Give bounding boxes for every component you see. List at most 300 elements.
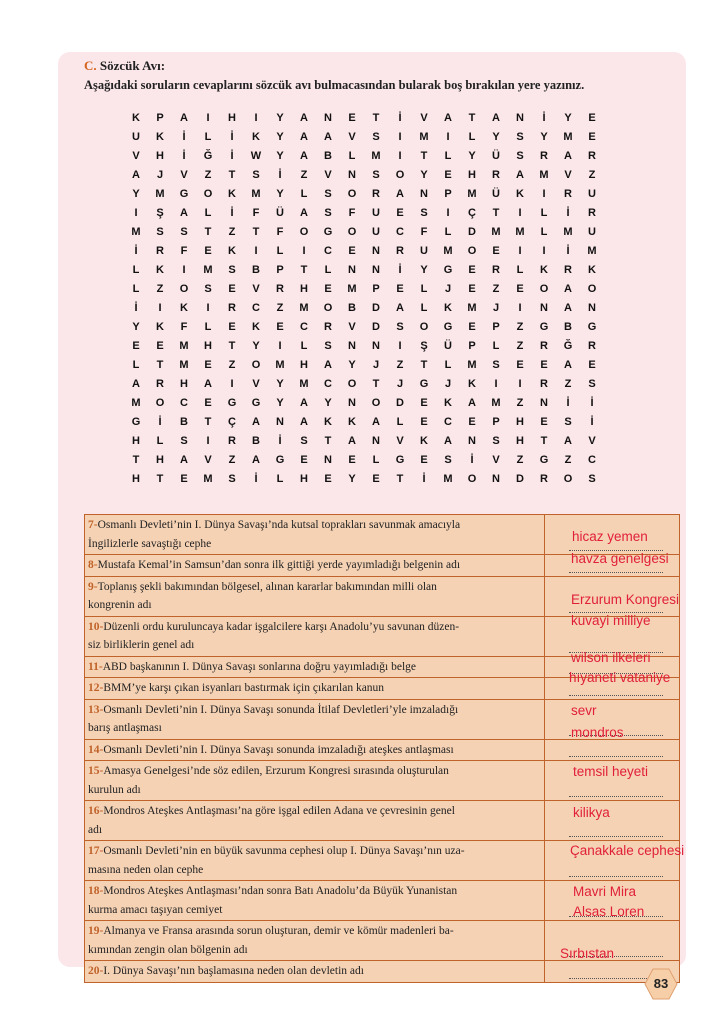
grid-letter: H: [204, 340, 212, 353]
grid-letter: L: [516, 263, 524, 276]
grid-letter: B: [252, 263, 260, 276]
handwritten-answer: mondros: [571, 725, 624, 740]
grid-letter: M: [515, 225, 525, 238]
grid-row: [124, 260, 604, 279]
grid-letter: A: [180, 206, 188, 219]
grid-letter: O: [467, 244, 477, 257]
grid-letter: V: [204, 454, 212, 467]
grid-letter: M: [179, 340, 189, 353]
question-number: 17-: [88, 845, 104, 857]
grid-letter: A: [396, 301, 404, 314]
grid-letter: S: [588, 473, 596, 486]
grid-letter: R: [540, 149, 548, 162]
grid-letter: A: [324, 359, 332, 372]
question-number: 18-: [88, 885, 104, 897]
grid-letter: D: [372, 301, 380, 314]
grid-letter: E: [468, 282, 476, 295]
grid-letter: E: [180, 473, 188, 486]
grid-letter: A: [564, 301, 572, 314]
question-text: [85, 921, 545, 960]
grid-letter: S: [564, 416, 572, 429]
question-number: 9-: [88, 580, 98, 593]
question-text: [85, 881, 545, 920]
grid-letter: L: [204, 206, 212, 219]
section-title: [84, 58, 165, 74]
grid-letter: E: [276, 321, 284, 334]
grid-letter: A: [564, 149, 572, 162]
grid-letter: G: [227, 397, 237, 410]
page-number-badge: [644, 968, 678, 1000]
question-line: Osmanlı Devleti’nin I. Dünya Savaşı sonunda imzaladığı ateşkes antlaşması: [103, 743, 454, 756]
grid-letter: E: [468, 263, 476, 276]
section-letter: C.: [84, 58, 97, 73]
grid-letter: B: [324, 149, 332, 162]
page-number: 83: [653, 976, 669, 991]
grid-letter: İ: [470, 454, 474, 467]
grid-letter: İ: [182, 130, 186, 143]
question-line: BMM’ye karşı çıkan isyanları bastırmak için çıkarılan kanun: [103, 682, 385, 694]
grid-letter: O: [539, 282, 549, 295]
grid-letter: T: [228, 340, 236, 353]
grid-letter: L: [156, 435, 164, 448]
grid-letter: S: [492, 435, 500, 448]
grid-letter: L: [372, 454, 380, 467]
grid-letter: K: [156, 130, 164, 143]
grid-letter: I: [446, 130, 450, 143]
question-number: 11-: [88, 660, 103, 673]
grid-letter: O: [371, 397, 381, 410]
grid-letter: Y: [276, 378, 284, 391]
grid-letter: T: [156, 359, 164, 372]
grid-letter: N: [348, 397, 356, 410]
grid-letter: E: [420, 397, 428, 410]
grid-letter: I: [158, 301, 162, 314]
grid-letter: R: [228, 435, 236, 448]
grid-letter: I: [398, 149, 402, 162]
grid-letter: I: [542, 187, 546, 200]
grid-letter: A: [180, 454, 188, 467]
grid-letter: T: [492, 206, 500, 219]
grid-letter: A: [444, 111, 452, 124]
dotted-answer-line: [569, 876, 663, 877]
grid-letter: O: [467, 473, 477, 486]
grid-letter: J: [372, 359, 380, 372]
grid-letter: T: [324, 435, 332, 448]
grid-letter: R: [492, 168, 500, 181]
question-line: Osmanlı Devleti’nin en büyük savunma cephesi olup I. Dünya Savaşı’nın uza-: [103, 845, 465, 857]
grid-letter: O: [347, 187, 357, 200]
grid-letter: Y: [420, 168, 428, 181]
answer-cell: [545, 801, 679, 840]
grid-letter: F: [276, 225, 284, 238]
question-line: masına neden olan cephe: [88, 863, 204, 876]
grid-letter: Y: [132, 187, 140, 200]
grid-letter: Y: [492, 130, 500, 143]
grid-letter: E: [348, 244, 356, 257]
grid-letter: E: [324, 473, 332, 486]
grid-letter: E: [204, 397, 212, 410]
grid-letter: A: [492, 111, 500, 124]
grid-letter: E: [588, 111, 596, 124]
grid-letter: V: [252, 378, 260, 391]
grid-letter: N: [372, 340, 380, 353]
grid-letter: R: [564, 263, 572, 276]
question-text: [85, 577, 545, 616]
grid-letter: H: [156, 454, 164, 467]
question-text: [85, 740, 545, 761]
grid-letter: M: [491, 225, 501, 238]
grid-letter: C: [324, 244, 332, 257]
grid-letter: J: [492, 301, 500, 314]
grid-letter: N: [276, 416, 284, 429]
grid-letter: Z: [492, 282, 500, 295]
grid-letter: N: [324, 111, 332, 124]
grid-letter: H: [300, 359, 308, 372]
grid-letter: R: [156, 378, 164, 391]
handwritten-answer: wilson ilkeleri: [571, 650, 651, 665]
grid-letter: M: [419, 130, 429, 143]
question-text: [85, 700, 545, 739]
grid-letter: E: [132, 340, 140, 353]
grid-letter: H: [468, 168, 476, 181]
grid-letter: H: [516, 435, 524, 448]
grid-letter: N: [540, 397, 548, 410]
grid-letter: T: [132, 454, 140, 467]
grid-letter: D: [516, 473, 524, 486]
question-number: 15-: [88, 765, 104, 777]
grid-row: [124, 298, 604, 317]
grid-letter: A: [300, 416, 308, 429]
section-title-text: Sözcük Avı:: [99, 58, 166, 73]
grid-letter: L: [492, 340, 500, 353]
grid-letter: I: [302, 244, 306, 257]
grid-letter: P: [372, 282, 380, 295]
grid-letter: Ç: [468, 206, 476, 219]
grid-row: [124, 165, 604, 184]
grid-letter: O: [347, 225, 357, 238]
grid-letter: Y: [348, 359, 356, 372]
grid-letter: G: [275, 454, 285, 467]
grid-letter: V: [252, 282, 260, 295]
grid-letter: I: [398, 340, 402, 353]
grid-letter: L: [444, 149, 452, 162]
grid-letter: D: [468, 225, 476, 238]
grid-letter: A: [396, 187, 404, 200]
question-line: Mondros Ateşkes Antlaşması’ndan sonra Batı Anadolu’da Büyük Yunanistan: [103, 885, 458, 897]
grid-letter: K: [156, 321, 164, 334]
grid-letter: Ş: [156, 206, 164, 219]
grid-letter: E: [396, 282, 404, 295]
grid-letter: T: [372, 378, 380, 391]
grid-letter: S: [228, 473, 236, 486]
grid-letter: K: [444, 301, 452, 314]
grid-letter: B: [348, 301, 356, 314]
grid-letter: T: [300, 263, 308, 276]
grid-letter: Z: [516, 397, 524, 410]
grid-letter: M: [203, 263, 213, 276]
grid-letter: B: [180, 416, 188, 429]
grid-letter: M: [491, 397, 501, 410]
question-line: kımından zengin olan bölgenin adı: [88, 943, 248, 956]
grid-letter: E: [444, 168, 452, 181]
grid-letter: L: [324, 263, 332, 276]
question-number: 12-: [88, 682, 104, 694]
grid-letter: A: [372, 416, 380, 429]
grid-letter: A: [300, 206, 308, 219]
grid-letter: H: [300, 473, 308, 486]
grid-letter: M: [539, 168, 549, 181]
grid-letter: T: [420, 359, 428, 372]
grid-letter: A: [444, 435, 452, 448]
question-line: Düzenli ordu kuruluncaya kadar işgalcilere karşı Anadolu’yu savunan düzen-: [103, 620, 460, 633]
grid-letter: E: [516, 359, 524, 372]
grid-letter: R: [588, 149, 596, 162]
grid-letter: T: [372, 111, 380, 124]
grid-letter: G: [539, 454, 549, 467]
grid-row: [124, 184, 604, 203]
question-number: 13-: [88, 703, 104, 716]
grid-letter: I: [134, 206, 138, 219]
grid-letter: P: [156, 111, 164, 124]
question-number: 16-: [88, 805, 104, 817]
question-line: Mondros Ateşkes Antlaşması’na göre işgal edilen Adana ve çevresinin genel: [103, 805, 455, 817]
grid-letter: F: [420, 225, 428, 238]
question-number: 10-: [88, 620, 104, 633]
grid-letter: A: [252, 416, 260, 429]
grid-letter: M: [155, 187, 165, 200]
grid-letter: V: [396, 435, 404, 448]
grid-letter: I: [254, 111, 258, 124]
grid-letter: L: [300, 340, 308, 353]
grid-letter: A: [564, 282, 572, 295]
question-text: [85, 841, 545, 880]
handwritten-answer: havza genelgesi: [571, 551, 669, 566]
grid-letter: İ: [566, 397, 570, 410]
question-line: Mustafa Kemal’in Samsun’dan sonra ilk gittiği yerde yayımladığı belgenin adı: [97, 559, 461, 571]
grid-row: [124, 127, 604, 146]
grid-letter: N: [348, 340, 356, 353]
grid-letter: S: [324, 206, 332, 219]
grid-letter: M: [179, 359, 189, 372]
grid-letter: Z: [228, 454, 236, 467]
grid-letter: L: [348, 149, 356, 162]
grid-letter: S: [444, 454, 452, 467]
grid-letter: Z: [564, 378, 572, 391]
grid-letter: O: [203, 187, 213, 200]
grid-letter: T: [204, 225, 212, 238]
grid-letter: K: [516, 187, 524, 200]
grid-letter: L: [540, 225, 548, 238]
grid-letter: T: [228, 168, 236, 181]
grid-row: [124, 451, 604, 470]
grid-letter: A: [564, 359, 572, 372]
grid-letter: I: [182, 263, 186, 276]
question-line: ABD başkanının I. Dünya Savaşı sonlarına doğru yayımladığı belge: [102, 660, 417, 673]
grid-letter: N: [324, 454, 332, 467]
grid-letter: L: [204, 321, 212, 334]
word-search-grid: [124, 108, 604, 489]
question-line: I. Dünya Savaşı’nın başlamasına neden olan devletin adı: [103, 965, 364, 977]
grid-letter: V: [348, 130, 356, 143]
question-number: 14-: [88, 743, 104, 756]
grid-letter: A: [300, 130, 308, 143]
grid-letter: N: [372, 435, 380, 448]
grid-letter: S: [492, 359, 500, 372]
grid-letter: İ: [278, 435, 282, 448]
grid-letter: İ: [566, 244, 570, 257]
grid-letter: S: [324, 187, 332, 200]
grid-letter: E: [228, 321, 236, 334]
grid-letter: V: [180, 168, 188, 181]
grid-letter: K: [540, 263, 548, 276]
grid-letter: F: [180, 321, 188, 334]
grid-letter: S: [204, 282, 212, 295]
question-text: [85, 678, 545, 699]
grid-letter: E: [540, 359, 548, 372]
grid-letter: T: [420, 149, 428, 162]
question-text: [85, 657, 545, 678]
grid-letter: C: [444, 416, 452, 429]
grid-letter: İ: [134, 244, 138, 257]
grid-letter: Z: [156, 282, 164, 295]
grid-letter: D: [372, 321, 380, 334]
grid-letter: K: [180, 301, 188, 314]
grid-letter: Z: [516, 321, 524, 334]
grid-letter: J: [396, 378, 404, 391]
grid-letter: Z: [276, 301, 284, 314]
grid-letter: Y: [348, 473, 356, 486]
grid-letter: M: [299, 378, 309, 391]
grid-letter: İ: [398, 263, 402, 276]
grid-letter: R: [564, 187, 572, 200]
grid-letter: R: [588, 340, 596, 353]
grid-row: [124, 222, 604, 241]
question-text: [85, 617, 545, 656]
handwritten-answer: temsil heyeti: [573, 764, 649, 779]
question-row: [85, 740, 679, 762]
handwritten-answer: Çanakkale cephesi: [570, 843, 685, 858]
grid-letter: A: [300, 111, 308, 124]
grid-letter: İ: [182, 149, 186, 162]
grid-letter: M: [443, 244, 453, 257]
grid-letter: Ü: [492, 187, 500, 200]
grid-letter: Y: [132, 321, 140, 334]
grid-letter: Y: [276, 111, 284, 124]
grid-letter: Z: [564, 454, 572, 467]
handwritten-answer: Mavri Mira: [573, 884, 636, 899]
grid-letter: E: [588, 130, 596, 143]
grid-letter: M: [371, 149, 381, 162]
grid-letter: O: [299, 225, 309, 238]
grid-letter: Y: [420, 263, 428, 276]
grid-letter: E: [492, 244, 500, 257]
grid-letter: O: [251, 359, 261, 372]
handwritten-answer: Sırbıstan: [560, 946, 615, 961]
grid-letter: S: [420, 206, 428, 219]
grid-letter: K: [156, 263, 164, 276]
grid-letter: Z: [228, 225, 236, 238]
grid-letter: N: [468, 435, 476, 448]
grid-letter: G: [539, 321, 549, 334]
grid-letter: J: [444, 378, 452, 391]
question-line: İngilizlerle savaştığı cephe: [88, 537, 212, 550]
grid-letter: V: [324, 168, 332, 181]
grid-letter: D: [396, 397, 404, 410]
grid-letter: U: [420, 244, 428, 257]
grid-letter: L: [300, 187, 308, 200]
grid-letter: J: [444, 282, 452, 295]
grid-letter: A: [300, 149, 308, 162]
grid-letter: M: [203, 473, 213, 486]
grid-letter: R: [588, 206, 596, 219]
grid-letter: N: [516, 111, 524, 124]
instruction-text: Aşağıdaki soruların cevaplarını sözcük avı bulmacasından bularak boş bırakılan yere yazınız.: [84, 78, 585, 92]
grid-letter: Y: [276, 149, 284, 162]
grid-row: [124, 470, 604, 489]
grid-letter: C: [324, 378, 332, 391]
answer-cell: [545, 740, 679, 761]
grid-letter: E: [348, 454, 356, 467]
grid-row: [124, 279, 604, 298]
grid-letter: I: [278, 340, 282, 353]
grid-letter: L: [420, 282, 428, 295]
grid-letter: I: [398, 130, 402, 143]
grid-letter: O: [323, 301, 333, 314]
grid-letter: E: [300, 454, 308, 467]
grid-letter: E: [588, 359, 596, 372]
grid-letter: O: [179, 282, 189, 295]
grid-letter: E: [396, 206, 404, 219]
grid-letter: N: [372, 244, 380, 257]
grid-letter: R: [540, 378, 548, 391]
grid-letter: Ç: [228, 416, 236, 429]
grid-letter: L: [444, 225, 452, 238]
grid-row: [124, 241, 604, 260]
question-line: kongrenin adı: [88, 599, 152, 611]
grid-letter: İ: [254, 473, 258, 486]
dotted-answer-line: [569, 796, 663, 797]
grid-letter: K: [468, 378, 476, 391]
grid-letter: A: [204, 378, 212, 391]
grid-letter: C: [396, 225, 404, 238]
grid-letter: I: [254, 244, 258, 257]
grid-letter: P: [444, 187, 452, 200]
question-line: siz birliklerin genel adı: [88, 639, 195, 651]
handwritten-answer: hicaz yemen: [572, 529, 648, 544]
grid-letter: S: [180, 435, 188, 448]
grid-letter: S: [516, 130, 524, 143]
grid-letter: R: [372, 187, 380, 200]
grid-letter: I: [206, 301, 210, 314]
grid-letter: E: [156, 340, 164, 353]
grid-letter: K: [420, 435, 428, 448]
grid-letter: N: [420, 187, 428, 200]
grid-letter: G: [443, 321, 453, 334]
question-line: Amasya Genelgesi’nde söz edilen, Erzurum Kongresi sırasında oluşturulan: [103, 765, 449, 777]
grid-letter: M: [563, 130, 573, 143]
grid-letter: İ: [422, 473, 426, 486]
grid-letter: R: [228, 301, 236, 314]
grid-letter: T: [468, 111, 476, 124]
grid-row: [124, 203, 604, 222]
grid-letter: I: [230, 378, 234, 391]
grid-letter: Y: [468, 149, 476, 162]
grid-letter: İ: [566, 206, 570, 219]
grid-letter: G: [395, 454, 405, 467]
grid-letter: O: [587, 282, 597, 295]
grid-letter: N: [372, 263, 380, 276]
handwritten-answer: Alsas Loren: [573, 904, 645, 919]
